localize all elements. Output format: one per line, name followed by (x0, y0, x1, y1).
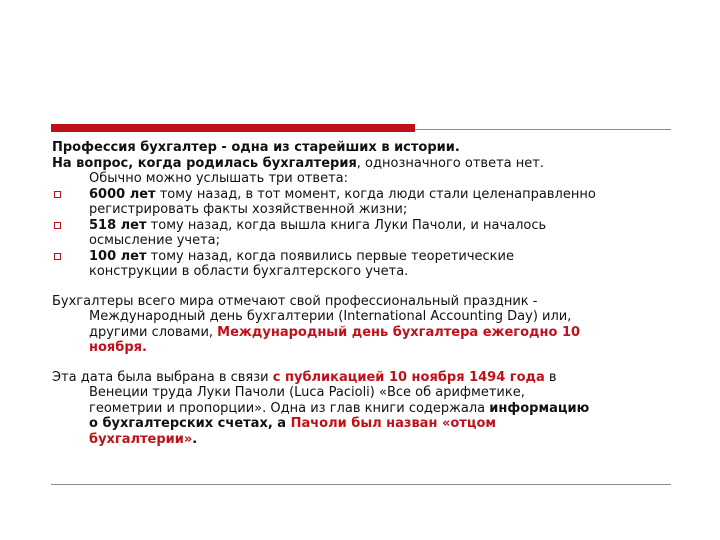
square-bullet-icon (54, 191, 61, 198)
answer-years: 100 лет (89, 248, 147, 264)
pacioli-line (52, 401, 674, 417)
holiday-plain: другими словами, (89, 324, 218, 340)
pacioli-bold: о бухгалтерских счетах (89, 416, 268, 431)
pacioli-bold: информацию (489, 400, 590, 416)
answer-years: 518 лет (89, 217, 147, 233)
slide-title: Профессия бухгалтер - одна из старейших в истории. (52, 140, 460, 155)
question-rest: , однозначного ответа нет. (356, 155, 544, 171)
answer-years: 6000 лет (89, 186, 156, 202)
bottom-divider (51, 484, 671, 485)
pacioli-line (52, 416, 674, 432)
question-bold: На вопрос, когда родилась бухгалтерия (52, 155, 357, 171)
holiday-line (52, 325, 674, 341)
pacioli-plain: геометрии и пропорции». Одна из глав книги содержала (89, 400, 490, 416)
answer-item (52, 218, 674, 249)
square-bullet-icon (54, 253, 61, 260)
answer-line (89, 249, 674, 265)
answer-text-cont: конструкции в области бухгалтерского учета. (89, 264, 409, 279)
holiday-highlight: Международный день бухгалтера ежегодно 10 (217, 324, 581, 340)
answer-line (89, 218, 674, 234)
answer-text-cont: регистрировать факты хозяйственной жизни; (89, 202, 408, 217)
question-line-2: Обычно можно услышать три ответа: (89, 171, 348, 186)
answer-text: тому назад, в тот момент, когда люди стали целенаправленно (155, 186, 596, 202)
pacioli-plain: Эта дата была выбрана в связи (52, 369, 273, 385)
red-accent-bar (51, 124, 415, 132)
pacioli-plain: , а (267, 416, 291, 431)
square-bullet-icon (54, 222, 61, 229)
pacioli-line: Венеции труда Луки Пачоли (Luca Pacioli) «Все об арифметике, (89, 385, 525, 400)
pacioli-line (52, 432, 674, 448)
holiday-line: Бухгалтеры всего мира отмечают свой профессиональный праздник - (52, 293, 538, 309)
answer-text: тому назад, когда появились первые теоретические (146, 248, 514, 264)
pacioli-line (52, 370, 674, 386)
pacioli-plain: . (192, 431, 198, 447)
question-line (52, 156, 674, 172)
holiday-highlight-cont: ноября. (89, 340, 147, 355)
pacioli-paragraph (52, 370, 674, 448)
publication-date-highlight: с публикацией 10 ноября 1494 года (272, 369, 545, 385)
answer-item (52, 187, 674, 218)
holiday-line: Международный день бухгалтерии (International Accounting Day) или, (89, 309, 572, 324)
thin-divider-line (415, 129, 671, 130)
answer-text-cont: осмысление учета; (89, 233, 220, 248)
holiday-paragraph (52, 294, 674, 356)
answer-text: тому назад, когда вышла книга Луки Пачоли, и началось (146, 217, 547, 233)
father-highlight-cont: бухгалтерии» (89, 431, 193, 447)
pacioli-plain: в (544, 369, 557, 385)
answer-line (89, 187, 674, 203)
slide-content (52, 140, 674, 447)
father-highlight: Пачоли был назван «отцом (290, 416, 497, 431)
top-divider (51, 124, 671, 132)
answer-item (52, 249, 674, 280)
